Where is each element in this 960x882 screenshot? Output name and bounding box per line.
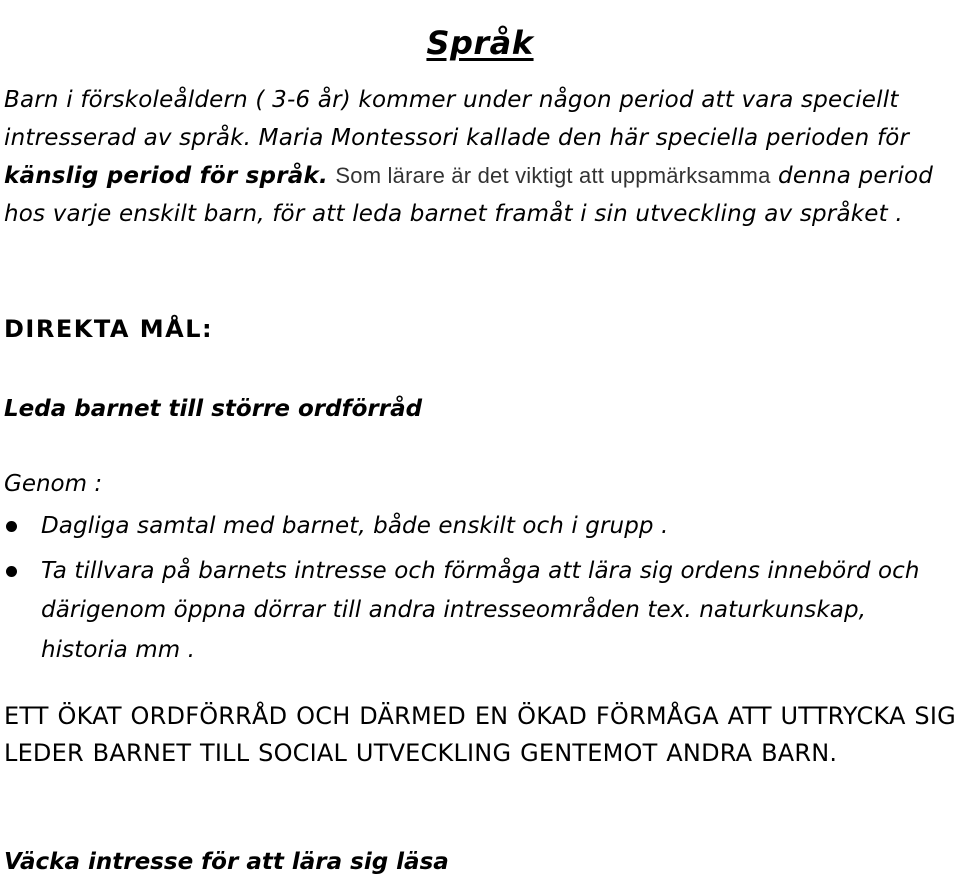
goal-subheading: Leda barnet till större ordförråd	[4, 396, 423, 422]
direct-goal-heading: DIREKTA MÅL:	[4, 315, 214, 343]
intro-text-light: Som lärare är det viktigt att uppmärksamma	[335, 163, 771, 189]
intro-paragraph	[4, 82, 956, 233]
closing-text: Väcka intresse för att lära sig läsa	[4, 849, 449, 875]
through-label: Genom :	[4, 471, 103, 497]
bullet-icon	[6, 566, 17, 577]
page-title: Språk	[426, 24, 534, 63]
intro-text-end: denna period hos varje enskilt barn, för att leda barnet framåt i sin utveckling av språket .	[4, 163, 934, 227]
method-text: Dagliga samtal med barnet, både enskilt och i grupp .	[41, 513, 669, 539]
methods-list	[0, 507, 956, 675]
bullet-icon	[6, 521, 17, 532]
list-item	[0, 507, 956, 547]
intro-text-bold: känslig period för språk.	[4, 163, 328, 190]
list-item	[0, 552, 956, 671]
method-text: Ta tillvara på barnets intresse och förmåga att lära sig ordens innebörd och därigenom öppna dörrar till andra intresseområden tex. naturkunskap, historia mm .	[41, 557, 920, 663]
conclusion-text: ETT ÖKAT ORDFÖRRÅD OCH DÄRMED EN ÖKAD FÖRMÅGA ATT UTTRYCKA SIG LEDER BARNET TILL SOCIAL UTVECKLING GENTEMOT ANDRA BARN.	[4, 702, 956, 767]
intro-text-regular: Barn i förskoleåldern ( 3-6 år) kommer under någon period att vara speciellt intresserad av språk. Maria Montessori kallade den här speciella perioden för	[4, 87, 910, 151]
